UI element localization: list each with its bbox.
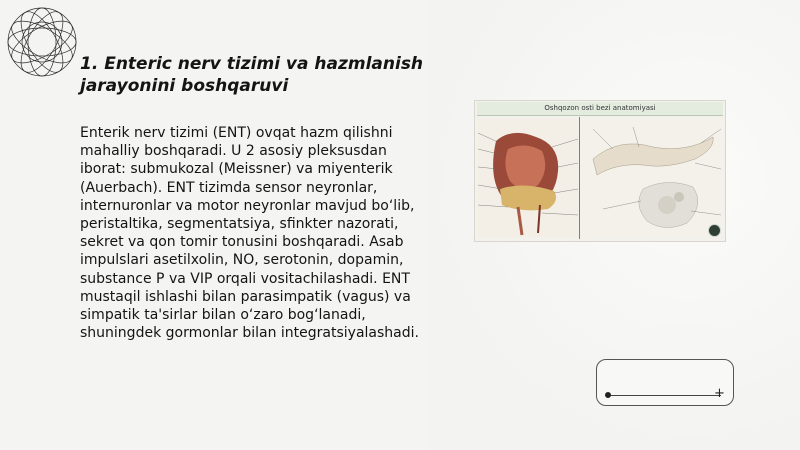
- slide-title: 1. Enteric nerv tizimi va hazmlanish jarayonini boshqaruvi: [80, 54, 424, 96]
- stomach-pancreas-illustration: [478, 119, 578, 237]
- media-progress-track[interactable]: [608, 395, 721, 396]
- media-progress-handle[interactable]: [605, 392, 611, 398]
- figure-badge-icon: [708, 224, 721, 237]
- figure-divider: [579, 117, 580, 239]
- anatomy-figure: [474, 100, 726, 242]
- figure-title: Oshqozon osti bezi anatomiyasi: [477, 102, 723, 116]
- media-player[interactable]: [596, 359, 734, 406]
- pancreas-detail-illustration: [583, 119, 721, 237]
- plus-icon[interactable]: +: [714, 386, 725, 401]
- slide-body-text: Enterik nerv tizimi (ENT) ovqat hazm qilishni mahalliy boshqaradi. U 2 asosiy pleksusdan iborat: submukozal (Meissner) va miyenterik (Auerbach). ENT tizimda sensor neyronlar, internuronlar va motor neyronlar mavjud bo‘lib, peristaltika, segmentatsiya, sfinkter nazorati, sekret va qon tomir tonusini boshqaradi. Asab impulslari asetilxolin, NO, serotonin, dopamin, substance P va VIP orqali vositachilashadi. ENT mustaqil ishlashi bilan parasimpatik (vagus) va simpatik ta'sirlar bilan o‘zaro bog‘lanadi, shuningdek gormonlar bilan integratsiyalashadi.: [80, 125, 419, 342]
- decorative-rosette-logo: [4, 4, 80, 80]
